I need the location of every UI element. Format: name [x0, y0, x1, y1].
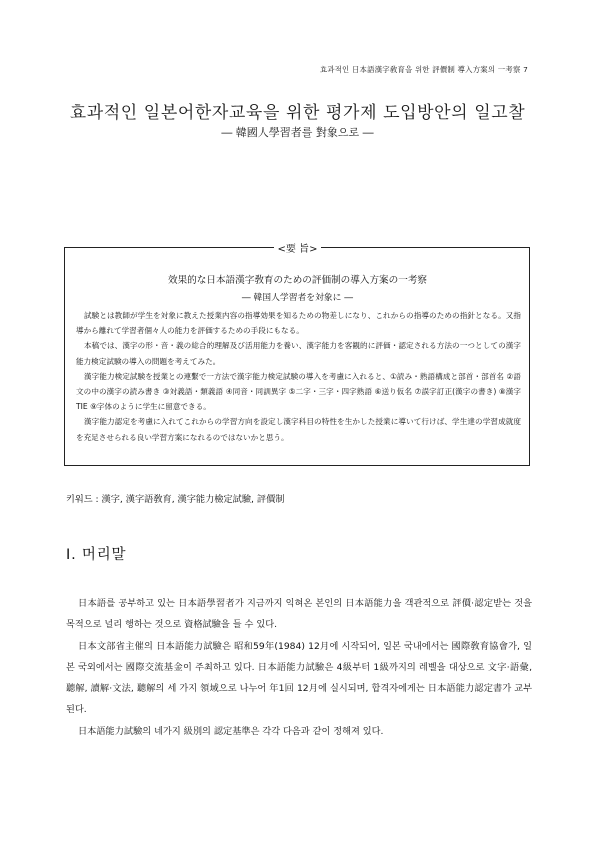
- abstract-paragraph: 本稿では、漢字の形・音・義の総合的理解及び活用能力を養い、漢字能力を客観的に評価・認定される方法の一つとしての漢字能力検定試験の導入の問題を考えてみた。: [76, 341, 521, 366]
- body-paragraph: 日本語를 공부하고 있는 日本語學習者가 지금까지 익혀온 본인의 日本語能力을 객관적으로 評價·認定받는 것을 목적으로 널리 행하는 것으로 資格試驗을 들 수 있다.: [66, 598, 532, 631]
- abstract-title: 效果的な日本語漢字敎育のための評価制の導入方案の一考察: [167, 275, 428, 286]
- abstract-label-text: <要 旨>: [274, 244, 322, 255]
- running-header: 효과적인 日本語漢字敎育을 위한 評價制 導入方案의 一考察 7: [320, 65, 528, 74]
- abstract-body: [76, 308, 521, 445]
- body-text: [66, 593, 532, 742]
- abstract-label: [0, 240, 595, 255]
- abstract-subtitle: ― 韓国人学習者を対象に ―: [241, 293, 354, 303]
- abstract-paragraph: 漢字能力検定試験を授業との連繫で一方法で漢字能力検定試験の導入を考慮に入れると、①読み・熟語構成と部首・部首名 ②語文の中の漢字の読み書き ③対義語・類義語 ④同音・同訓異字 ⑤二字・三字・四字熟語 ⑥送り仮名 ⑦誤字訂正(漢字の書き) ⑧漢字TIE ⑨字体のように学生に留意できる。: [76, 371, 521, 412]
- paper-subtitle: ― 韓國人學習者를 對象으로 ―: [221, 126, 374, 139]
- abstract-paragraph: 試験とは教師が学生を対象に教えた授業内容の指導効果を知るための物差しになり、これからの指導のための指針となる。又指導から離れて学習者個々人の能力を評価するための手段にもなる。: [76, 311, 521, 336]
- keywords: 키워드 : 漢字, 漢字語敎育, 漢字能力檢定試驗, 評價制: [66, 494, 285, 505]
- section-heading: Ⅰ. 머리말: [66, 547, 127, 563]
- body-paragraph: 日本語能力試驗의 네가지 級別의 認定基準은 각각 다음과 같이 정해져 있다.: [78, 725, 384, 737]
- abstract-paragraph: 漢字能力認定を考慮に入れてこれからの学習方向を設定し漢字科目の特性を生かした授業に導いて行けば、学生達の学習成就度を充足させられる良い学習方案になれるのではないかと思う。: [76, 417, 521, 442]
- paper-title: 효과적인 일본어한자교육을 위한 평가제 도입방안의 일고찰: [69, 103, 526, 123]
- body-paragraph: 日本文部省主催의 日本語能力試驗은 昭和59年(1984) 12月에 시작되어, 일본 국내에서는 國際敎育協會가, 일본 국외에서는 國際交流基金이 주최하고 있다. 日本語能力試驗은 4級부터 1級까지의 레벨을 대상으로 文字·語彙, 聽解, 讀解·文法, 聽解의 세 가지 領域으로 나누어 年1回 12月에 실시되며, 합격자에게는 日本語能力認定書가 교부된다.: [66, 640, 532, 716]
